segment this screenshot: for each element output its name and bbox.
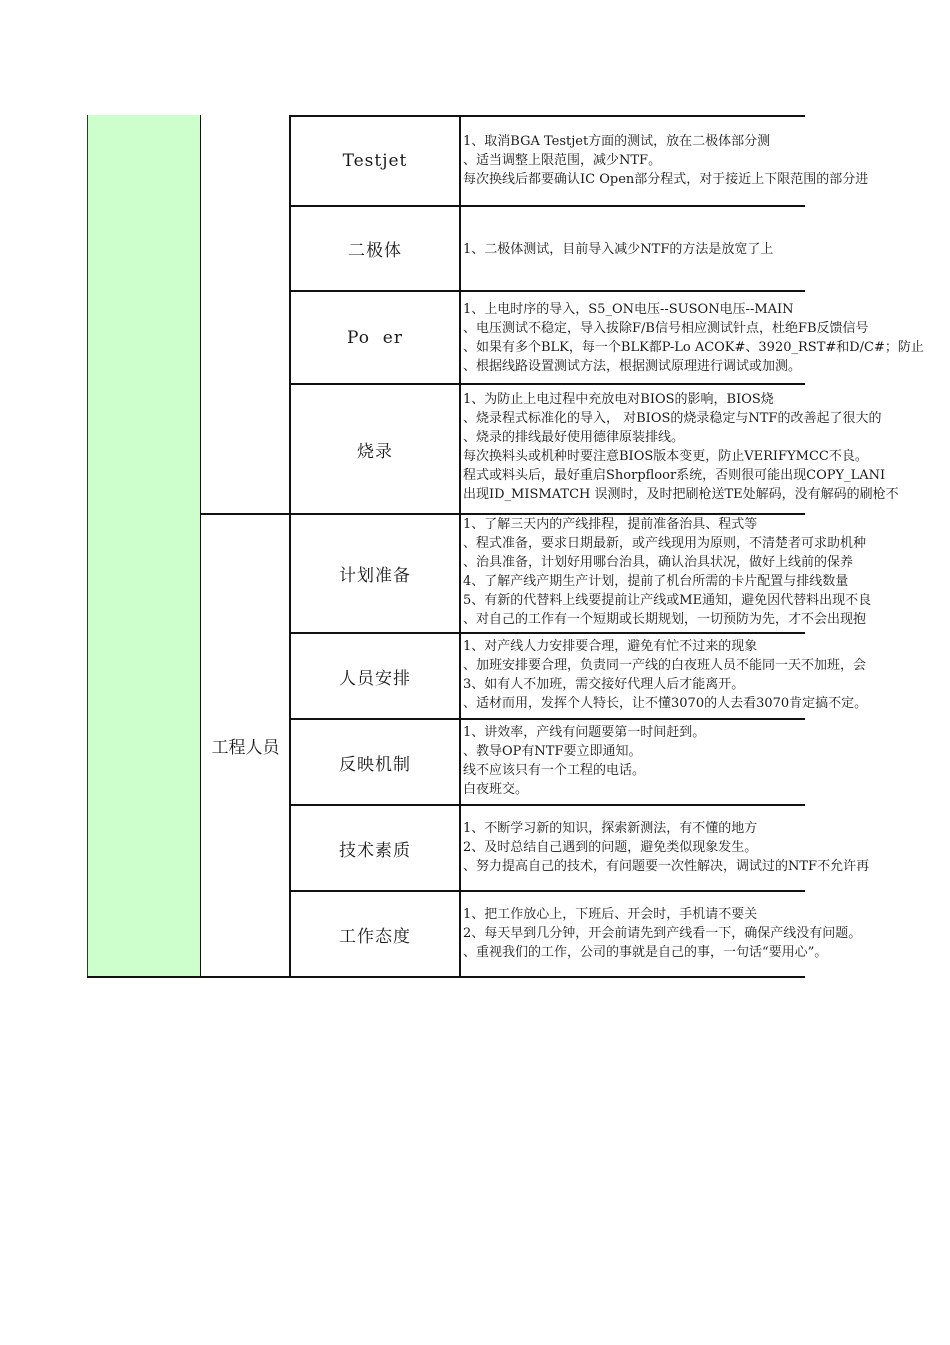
content-line: 1、取消BGA Testjet方面的测试，放在二极体部分测: [463, 134, 771, 149]
content-line: 、对自己的工作有一个短期或长期规划，一切预防为先，才不会出现抱: [463, 612, 867, 627]
content-cell-burn: [463, 390, 950, 512]
content-line: 1、把工作放心上，下班后、开会时，手机请不要关: [463, 907, 758, 922]
category-label: 烧录: [357, 441, 393, 462]
content-line: 1、不断学习新的知识，探索新测法，有不懂的地方: [463, 821, 758, 836]
content-cell-staffing: [463, 637, 950, 717]
category-label: 技术素质: [339, 840, 411, 861]
category-cell-burn: [290, 385, 460, 513]
content-line: 4、了解产线产期生产计划，提前了机台所需的卡片配置与排线数量: [463, 574, 849, 589]
content-line: 、烧录程式标准化的导入， 对BIOS的烧录稳定与NTF的改善起了很大的: [463, 411, 882, 426]
content-line: 1、讲效率，产线有问题要第一时间赶到。: [463, 725, 706, 740]
category-cell-testjet: [290, 117, 460, 205]
content-line: 1、对产线人力安排要合理，避免有忙不过来的现象: [463, 639, 758, 654]
category-cell-feedback: [290, 720, 460, 804]
content-line: 线不应该只有一个工程的电话。: [463, 763, 646, 778]
content-line: 、烧录的排线最好使用德律原装排线。: [463, 430, 685, 445]
category-cell-skills: [290, 806, 460, 890]
content-cell-attitude: [463, 905, 950, 973]
category-label: 反映机制: [339, 754, 411, 775]
category-label: Testjet: [342, 151, 408, 171]
content-line: 、教导OP有NTF要立即通知。: [463, 744, 642, 759]
content-line: 、程式准备，要求日期最新，或产线现用为原则，不清楚者可求助机种: [463, 536, 867, 551]
category-label: Po er: [347, 327, 403, 348]
category-cell-power: [290, 292, 460, 383]
category-cell-attitude: [290, 892, 460, 976]
green-side-column: [87, 115, 201, 977]
group-label-engineers: [201, 515, 290, 976]
content-cell-skills: [463, 819, 950, 887]
content-line: 、适材而用，发挥个人特长，让不懂3070的人去看3070肯定搞不定。: [463, 696, 868, 711]
content-line: 每次换料头或机种时要注意BIOS版本变更，防止VERIFYMCC不良。: [463, 449, 868, 464]
content-line: 1、上电时序的导入，S5_ON电压--SUSON电压--MAIN: [463, 302, 794, 317]
group-label-text: 工程人员: [211, 738, 280, 758]
content-line: 出现ID_MISMATCH 误测时，及时把刷枪送TE处解码，没有解码的刷枪不: [463, 487, 899, 502]
content-line: 5、有新的代替料上线要提前让产线或ME通知，避免因代替料出现不良: [463, 593, 872, 608]
content-line: 、根据线路设置测试方法，根据测试原理进行调试或加测。: [463, 359, 802, 374]
content-cell-feedback: [463, 723, 950, 803]
category-label: 计划准备: [339, 566, 411, 586]
content-line: 、治具准备，计划好用哪台治具，确认治具状况，做好上线前的保养: [463, 555, 854, 570]
content-line: 、电压测试不稳定，导入拔除F/B信号相应测试针点，杜绝FB反馈信号: [463, 321, 869, 336]
content-line: 1、为防止上电过程中充放电对BIOS的影响，BIOS烧: [463, 392, 774, 407]
content-line: 2、及时总结自己遇到的问题，避免类似现象发生。: [463, 840, 758, 855]
content-line: 每次换线后都要确认IC Open部分程式，对于接近上下限范围的部分进: [463, 172, 869, 187]
category-label: 人员安排: [339, 668, 411, 689]
content-cell-planning: [463, 515, 950, 631]
content-line: 、如果有多个BLK，每一个BLK都P-Lo ACOK#、3920_RST#和D/C#；防止: [463, 340, 924, 355]
category-cell-staffing: [290, 634, 460, 718]
content-cell-power: [463, 300, 950, 382]
category-cell-diode: [290, 207, 460, 290]
content-line: 2、每天早到几分钟，开会前请先到产线看一下，确保产线没有问题。: [463, 926, 862, 941]
content-line: 、加班安排要合理，负责同一产线的白夜班人员不能同一天不加班，会: [463, 658, 867, 673]
content-line: 3、如有人不加班，需交接好代理人后才能离开。: [463, 677, 745, 692]
content-line: 程式或料头后，最好重启Shorpfloor系统，否则很可能出现COPY_LANI: [463, 468, 886, 483]
category-label: 二极体: [348, 241, 402, 261]
content-cell-diode: [463, 240, 950, 280]
content-cell-testjet: [463, 132, 950, 204]
content-line: 1、二极体测试，目前导入减少NTF的方法是放宽了上: [463, 242, 774, 257]
content-line: 白夜班交。: [463, 782, 529, 797]
category-label: 工作态度: [339, 926, 411, 947]
content-line: 1、了解三天内的产线排程，提前准备治具、程式等: [463, 517, 758, 532]
category-cell-planning: [290, 515, 460, 632]
content-line: 、重视我们的工作，公司的事就是自己的事，一句话“要用心”。: [463, 945, 828, 960]
content-line: 、努力提高自己的技术，有问题要一次性解决，调试过的NTF不允许再: [463, 859, 870, 874]
grid-line-bottom: [87, 976, 805, 978]
content-line: 、适当调整上限范围，减少NTF。: [463, 153, 662, 168]
